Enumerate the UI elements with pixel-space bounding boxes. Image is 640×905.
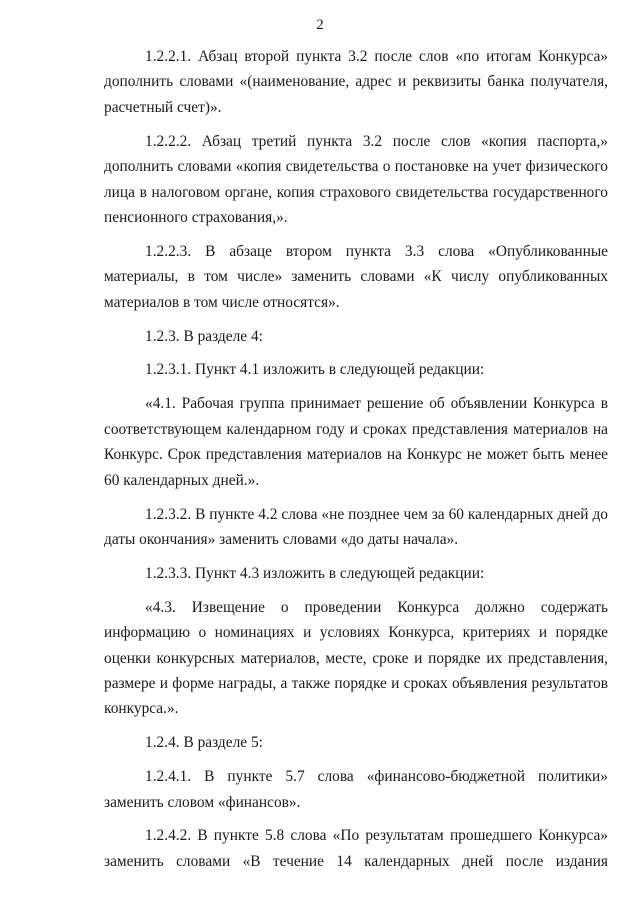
paragraph-1-2-2-2: 1.2.2.2. Абзац третий пункта 3.2 после слов «копия паспорта,» дополнить словами «копия свидетельства о постановке на учет физического лица в налоговом органе, копия страхового свидетельства государственного пенсионного страхования,». [104,132,608,226]
paragraph-1-2-3-2: 1.2.3.2. В пункте 4.2 слова «не позднее чем за 60 календарных дней до даты окончания» заменить словами «до даты начала». [104,505,608,548]
section-heading-1-2-3: 1.2.3. В разделе 4: [145,327,263,345]
document-body [104,44,608,900]
paragraph-1-2-3-3: 1.2.3.3. Пункт 4.3 изложить в следующей редакции: [145,564,485,582]
section-heading-1-2-4: 1.2.4. В разделе 5: [145,734,263,752]
quote-clause-4-1: «4.1. Рабочая группа принимает решение об объявлении Конкурса в соответствующем календарном году и сроках представления материалов на Конкурс. Срок представления материалов на Конкурс не может быть менее 60 календарных дней.». [104,395,608,489]
page-number: 2 [316,17,324,33]
paragraph-1-2-4-2: 1.2.4.2. В пункте 5.8 слова «По результатам прошедшего Конкурса» заменить словами «В течение 14 календарных дней после издания [104,827,608,870]
paragraph-1-2-2-3: 1.2.2.3. В абзаце втором пункта 3.3 слова «Опубликованные материалы, в том числе» заменить словами «К числу опубликованных материалов в том числе относятся». [104,242,608,311]
paragraph-1-2-4-1: 1.2.4.1. В пункте 5.7 слова «финансово-бюджетной политики» заменить словом «финансов». [104,768,608,811]
paragraph-1-2-3-1: 1.2.3.1. Пункт 4.1 изложить в следующей редакции: [145,361,485,379]
paragraph-1-2-2-1: 1.2.2.1. Абзац второй пункта 3.2 после слов «по итогам Конкурса» дополнить словами «(наименование, адрес и реквизиты банка получателя, расчетный счет)». [104,48,608,116]
quote-clause-4-3: «4.3. Извещение о проведении Конкурса должно содержать информацию о номинациях и условиях Конкурса, критериях и порядке оценки конкурсных материалов, месте, сроке и порядке их представления, размере и форме награды, а также порядке и сроках объявления результатов конкурса.». [104,598,608,718]
